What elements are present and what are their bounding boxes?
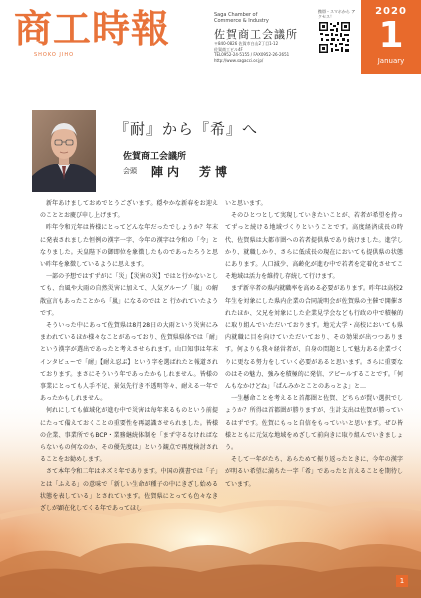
author-organization: 佐賀商工会議所 — [123, 152, 187, 162]
org-en-line-1: Saga Chamber of — [214, 12, 258, 18]
article-paragraph: そのひとつとして実現していきたいことが、若者が希望を持ってずっと続ける地域づくりということです。高度経済成長の時代、佐賀県は大都市圏への若者提供県であり続けました。進学しかり、就職しかり、さらに低成長の現在においても提供県の状態にあります。人口減少、高齢化が進む中で若者を定着化させてこそ地域は活力を維持し存続して行けます。 — [225, 212, 403, 281]
article-paragraph: 何れにしても値域化が進む中で災害は毎年来るものという前提にたって備えておくことの重要性を再認識させられました。皆様の企業、事業所でもBCP・業務継続体制を「まず守るなければならないもの何なのか、その優先度は」という観点で再度検討されることをお勧めします。 — [40, 407, 218, 464]
address-line: 佐賀商工ビル4F — [214, 46, 243, 52]
article-paragraph: 昨年令和元年は皆様にとってどんな年だったでしょうか？年末に発表されました恒例の漢字一字、今年の漢字は令和の「令」となりました。天皇陛下の御即位を象徴したものであったろうと思い昨年を象徴しているように思えます。 — [40, 224, 218, 269]
org-en-line-2: Commerce & Industry — [214, 18, 269, 24]
article-paragraph: いと思います。 — [225, 200, 267, 207]
article-paragraph: そして一年がたち、あらためて振り返ったときに、今年の漢字が明るい希望に満ちた一字「希」であったと言えることを期待しています。 — [225, 456, 403, 488]
article-column-left — [40, 198, 218, 515]
issue-month-english: January — [377, 57, 405, 65]
issue-year: 2020 — [375, 6, 407, 17]
issue-date-badge — [361, 0, 421, 74]
issue-month: 1 — [378, 15, 404, 56]
page-number: 1 — [396, 575, 408, 587]
org-name-japanese: 佐賀商工会議所 — [214, 28, 298, 41]
masthead-title: 商工時報 — [14, 7, 171, 51]
author-portrait — [32, 110, 96, 192]
article-paragraph: まず新卒者の県内就職率を高める必要があります。昨年は高校2年生を対象にした県内企業の合同説明会が佐賀県の主催で開催されたほか、父兄を対象にした企業見学会なども行政の中で積極的に取り組んでいただいております。地元大学・高校においても県内就職に目を向けていただいており、その効果が出つつあります。何よりも我々経営者が、自身の問題として魅力ある企業づくりに更なる努力をしていく必要があると思います。さらに重要なのはその魅力、強みを積極的に発信、アピールすることです。「何んもなかけどね」「ぱんみかとことのあっとよ」と… — [225, 285, 403, 391]
article-paragraph: 一部の予想ではすずがに「災」【災害の災】ではと行かないとしても、台風や大雨の自然災害に加えて、人気グループ「嵐」の解散宣言もあったことから「嵐」になるのでは と 行かれていたようです。 — [40, 273, 218, 317]
address-line: TEL0952-24-5155 / FAX0952-26-2651 — [214, 52, 290, 57]
address-line: 〒840-0826 佐賀市白山2丁目1-12 — [214, 41, 279, 46]
masthead-roman: SHOKO JIHO — [34, 52, 75, 58]
website-link[interactable]: http://www.sagacci.or.jp/ — [214, 57, 264, 63]
org-address — [214, 41, 314, 63]
article-paragraph: 一生懸命ことを考えると首都圏と佐賀、どちらが賢い選択でしょうか？所得は首都圏が勝りますが、生計支出は佐賀が勝っているはずです。佐賀にもっと自信をもっていいと思います。ぜひ皆様とともに元気な地域をめざして前向きに取り組んでいきましょう。 — [225, 395, 403, 452]
article-headline: 『耐』から『希』へ — [114, 120, 259, 138]
article-paragraph: さて本年令和二年はネズミ年であります。中国の漢書では「子」とは「ふえる」の意味で「新しい生命が種子の中にきざし始める状態を表している」とされています。佐賀県にとっても色々なきざしが顕在化してくる年であってほし — [40, 468, 218, 513]
qr-code-icon[interactable] — [318, 21, 351, 54]
qr-label: 携帯・スマホから アクセス！ — [318, 9, 356, 19]
org-name-english — [214, 12, 269, 24]
author-name: 陣内 芳博 — [151, 165, 232, 179]
article-paragraph: 新年あけましておめでとうございます。穏やかな新春をお迎えのこととお慶び申し上げます。 — [40, 200, 218, 220]
article-column-right — [225, 198, 403, 491]
author-role: 会頭 — [123, 167, 137, 175]
article-paragraph: そういった中にあって佐賀県は8月28日の大雨という災害にみまわれているほか様々なことがあっており、佐賀県県体では「耐」という漢字が選出であったと考えさせられます。山口知事は年末インタビューで「耐」【耐え忍ぶ】という字を選ばれたと報道されております。まさにそういう年であったかもしれません。皆様の事業にとっても人手不足、景気先行き不透明等々、耐える一年であったかもしれません。 — [40, 322, 218, 403]
